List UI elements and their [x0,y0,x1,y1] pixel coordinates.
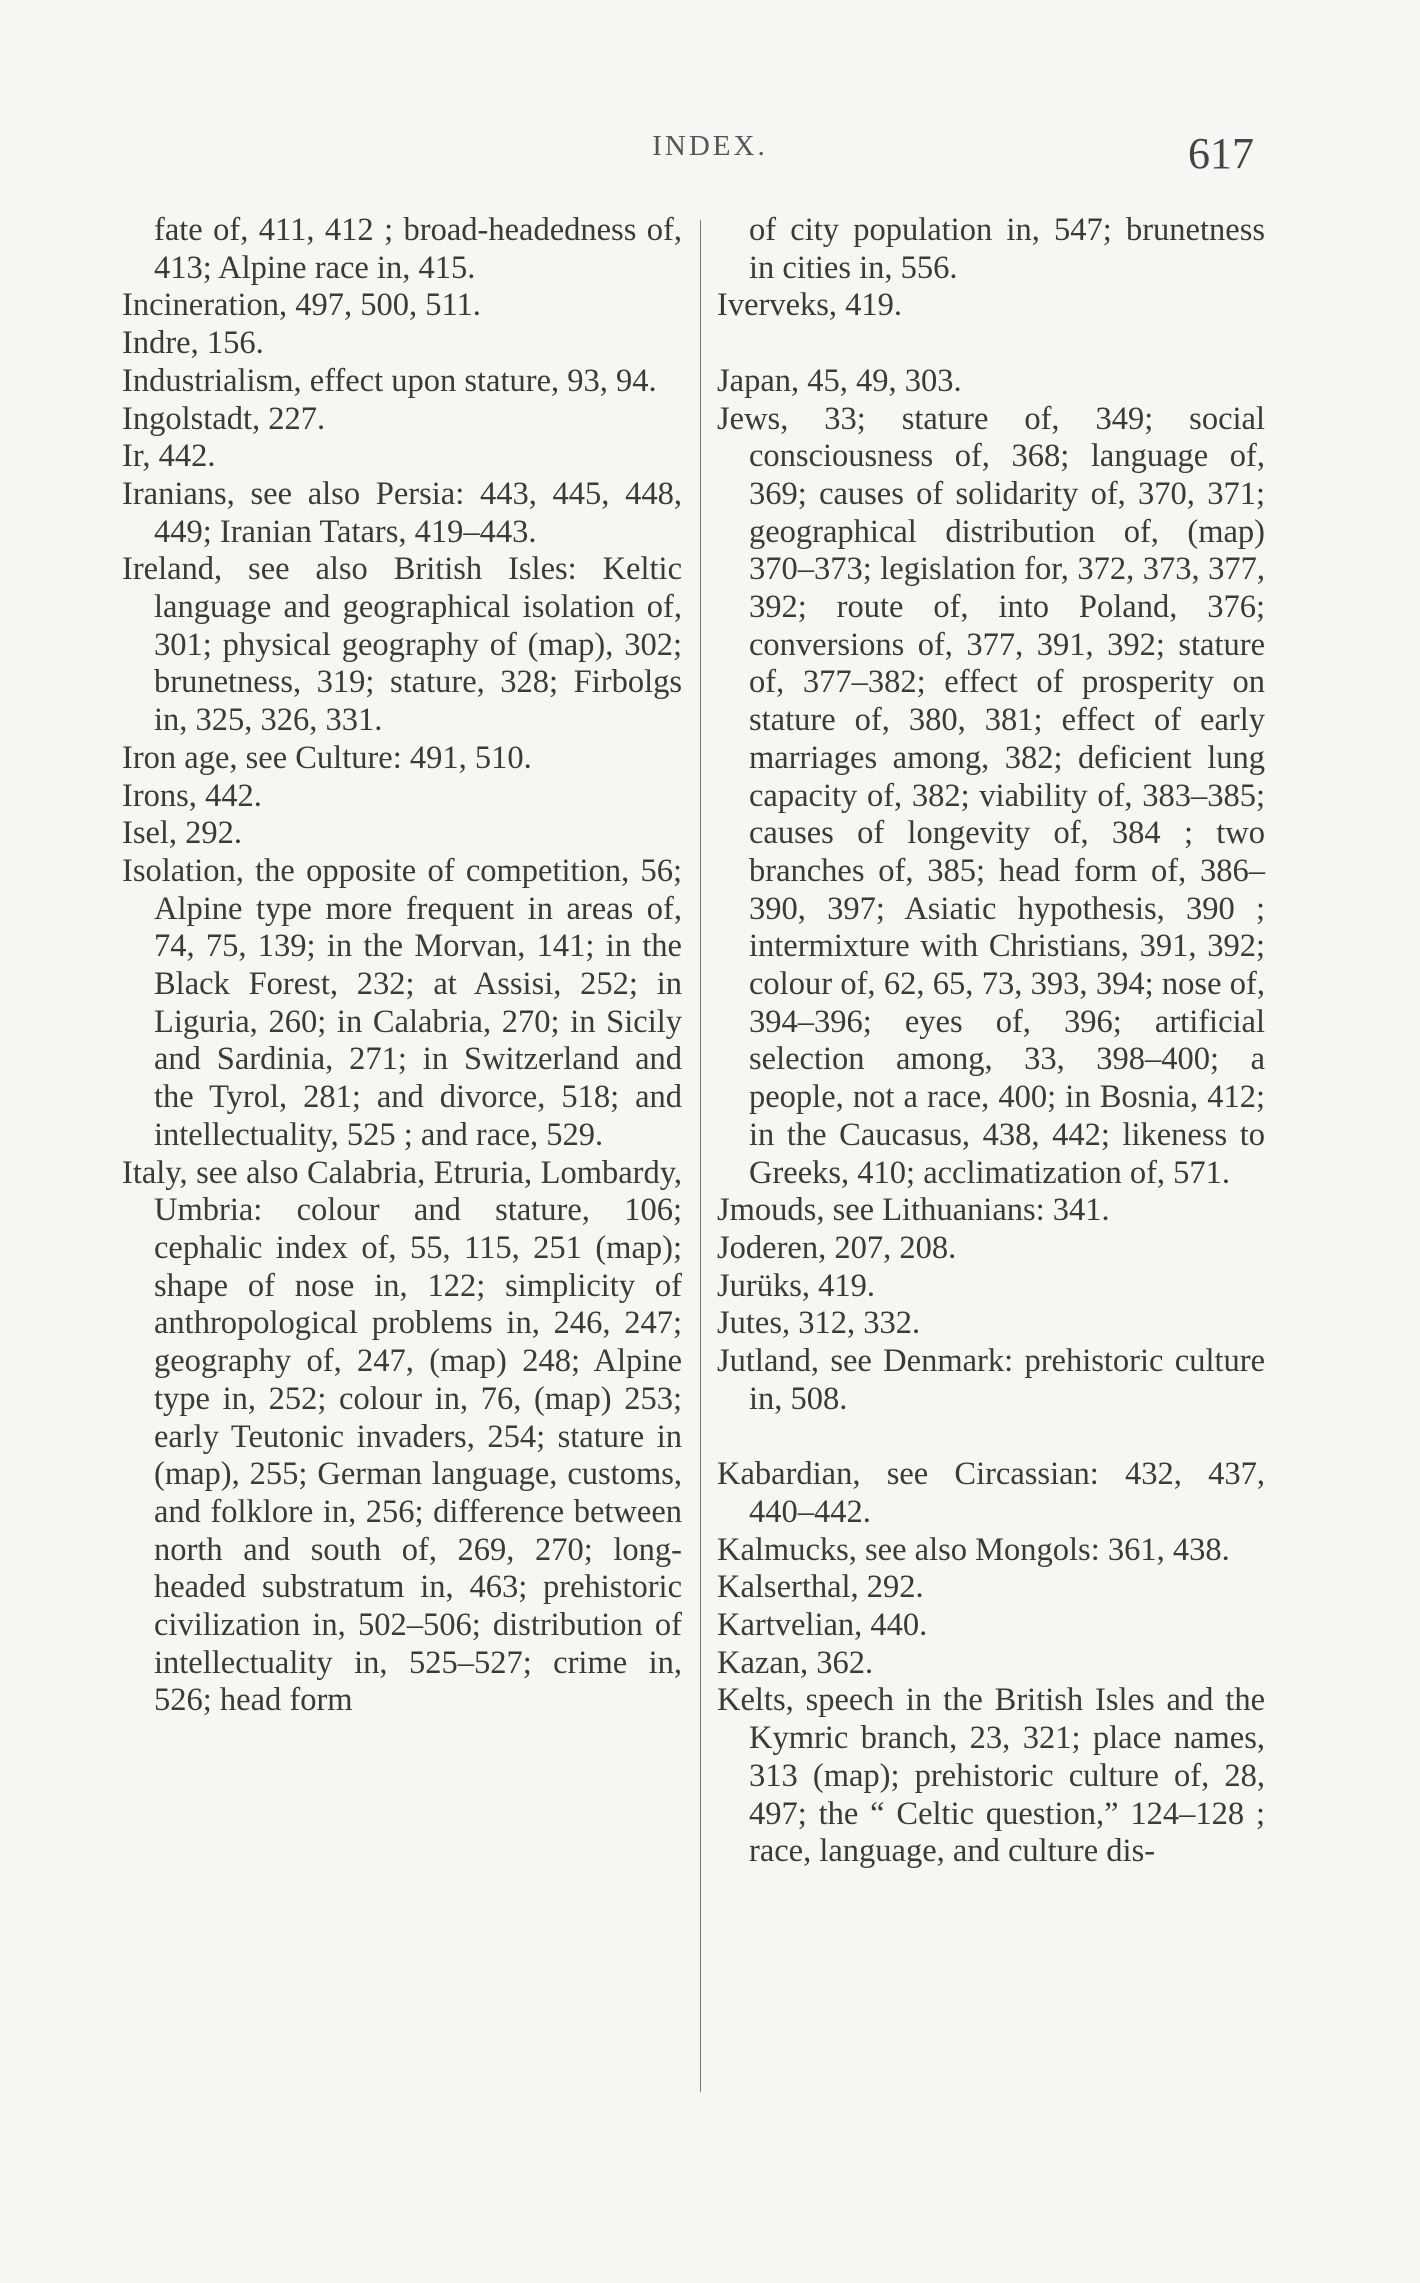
index-entry: Iranians, see also Persia: 443, 445, 448, 449; Iranian Tatars, 419–443. [122,475,682,550]
index-entry: Jutes, 312, 332. [717,1305,921,1342]
index-entry: Industrialism, effect upon stature, 93, 94. [122,362,657,399]
index-entry: Isel, 292. [122,815,243,852]
index-entry: Kabardian, see Circassian: 432, 437, 440–442. [717,1456,1265,1530]
index-entry: Kartvelian, 440. [717,1606,928,1643]
index-entry: Italy, see also Calabria, Etruria, Lombardy, Umbria: colour and stature, 106; cephalic index of, 55, 115, 251 (map); shape of nose in, 122; simplicity of anthropological problems in, 246, 247; geography of, 247, (map) 248; Alpine type in, 252; colour in, 76, (map) 253; early Teutonic invaders, 254; stature in (map), 255; German language, customs, and folklore in, 256; difference between north and south of, 269, 270; long-headed substratum in, 463; prehistoric civilization in, 502–506; distribution of intellectuality in, 525–527; crime in, 526; head form [122,1154,682,1719]
index-entry: Irons, 442. [122,777,262,814]
index-entry: Jmouds, see Lithuanians: 341. [717,1192,1110,1229]
index-entry: Kalserthal, 292. [717,1569,924,1606]
letter-group-gap [717,1418,1265,1456]
running-head: INDEX. [652,130,768,162]
left-column [122,212,682,1720]
index-entry: Ingolstadt, 227. [122,400,326,437]
index-entry: Ireland, see also British Isles: Keltic language and geographical isolation of, 301; physical geography of (map), 302; brunetness, 319; stature, 328; Firbolgs in, 325, 326, 331. [122,551,682,739]
index-entry: of city population in, 547; brunetness in cities in, 556. [749,212,1265,286]
index-entry: Kalmucks, see also Mongols: 361, 438. [717,1531,1230,1568]
page-number: 617 [1188,129,1254,178]
index-entry: fate of, 411, 412 ; broad-headedness of, 413; Alpine race in, 415. [154,212,682,286]
index-entry: Isolation, the opposite of competition, 56; Alpine type more frequent in areas of, 74, 75, 139; in the Morvan, 141; in the Black Forest, 232; at Assisi, 252; in Liguria, 260; in Calabria, 270; in Sicily and Sardinia, 271; in Switzerland and the Tyrol, 281; and divorce, 518; and intellectuality, 525 ; and race, 529. [122,852,682,1153]
index-entry: Kelts, speech in the British Isles and the Kymric branch, 23, 321; place names, 313 (map); prehistoric culture of, 28, 497; the “ Celtic question,” 124–128 ; race, language, and culture dis- [717,1682,1265,1870]
index-entry: Japan, 45, 49, 303. [717,362,962,399]
index-entry: Iverveks, 419. [717,287,903,324]
index-entry: Incineration, 497, 500, 511. [122,287,481,324]
index-entry: Iron age, see Culture: 491, 510. [122,739,532,776]
index-entry: Ir, 442. [122,438,216,475]
column-divider [700,220,701,2092]
index-entry: Indre, 156. [122,325,264,362]
index-entry: Jutland, see Denmark: prehistoric culture in, 508. [717,1343,1265,1417]
index-entry: Joderen, 207, 208. [717,1229,957,1266]
index-entry: Jews, 33; stature of, 349; social consciousness of, 368; language of, 369; causes of solidarity of, 370, 371; geographical distribution of, (map) 370–373; legislation for, 372, 373, 377, 392; route of, into Poland, 376; conversions of, 377, 391, 392; stature of, 377–382; effect of prosperity on stature of, 380, 381; effect of early marriages among, 382; deficient lung capacity of, 382; viability of, 383–385; causes of longevity of, 384 ; two branches of, 385; head form of, 386–390, 397; Asiatic hypothesis, 390 ; intermixture with Christians, 391, 392; colour of, 62, 65, 73, 393, 394; nose of, 394–396; eyes of, 396; artificial selection among, 33, 398–400; a people, not a race, 400; in Bosnia, 412; in the Caucasus, 438, 442; likeness to Greeks, 410; acclimatization of, 571. [717,400,1265,1191]
letter-group-gap [717,325,1265,363]
right-column [717,212,1265,1871]
index-entry: Kazan, 362. [717,1644,874,1681]
index-entry: Jurüks, 419. [717,1267,875,1304]
